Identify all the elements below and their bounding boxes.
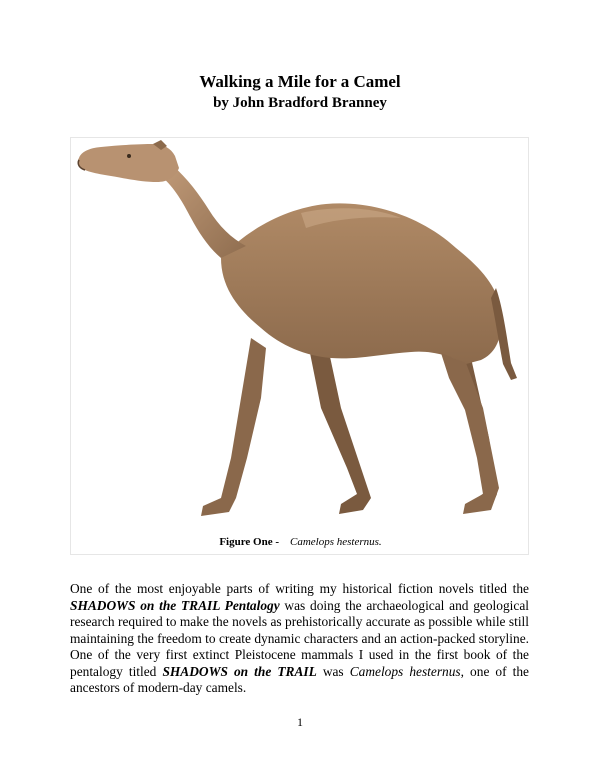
body-text-2: was doing the archaeological and geological research required to make the novels as prehistorically accurate as possible while still maintaining the freedom to create dynamic characters and an action-packed storyline. One of the very first extinct Pleistocene mammals I used in the first book of the pentalogy titled xyxy=(70,597,529,679)
figure-caption xyxy=(71,536,530,548)
body-text-1: One of the most enjoyable parts of writing my historical fiction novels titled the xyxy=(70,581,529,596)
body-title-ref: SHADOWS on the TRAIL Pentalogy xyxy=(70,597,280,613)
body-species-ref: Camelops hesternus xyxy=(349,663,461,679)
body-text-3: was xyxy=(316,663,350,679)
body-paragraph xyxy=(70,581,529,697)
page-number: 1 xyxy=(297,715,303,729)
caption-species: Camelops hesternus. xyxy=(290,536,382,548)
figure-one xyxy=(70,137,529,555)
caption-label: Figure One - xyxy=(219,536,279,548)
body-book-ref: SHADOWS on the TRAIL xyxy=(162,663,317,679)
article-title: Walking a Mile for a Camel xyxy=(199,72,401,91)
camel-illustration xyxy=(71,138,530,556)
article-byline: by John Bradford Branney xyxy=(213,95,387,111)
body-text-4: , one of the ancestors of modern-day camels. xyxy=(70,663,529,695)
